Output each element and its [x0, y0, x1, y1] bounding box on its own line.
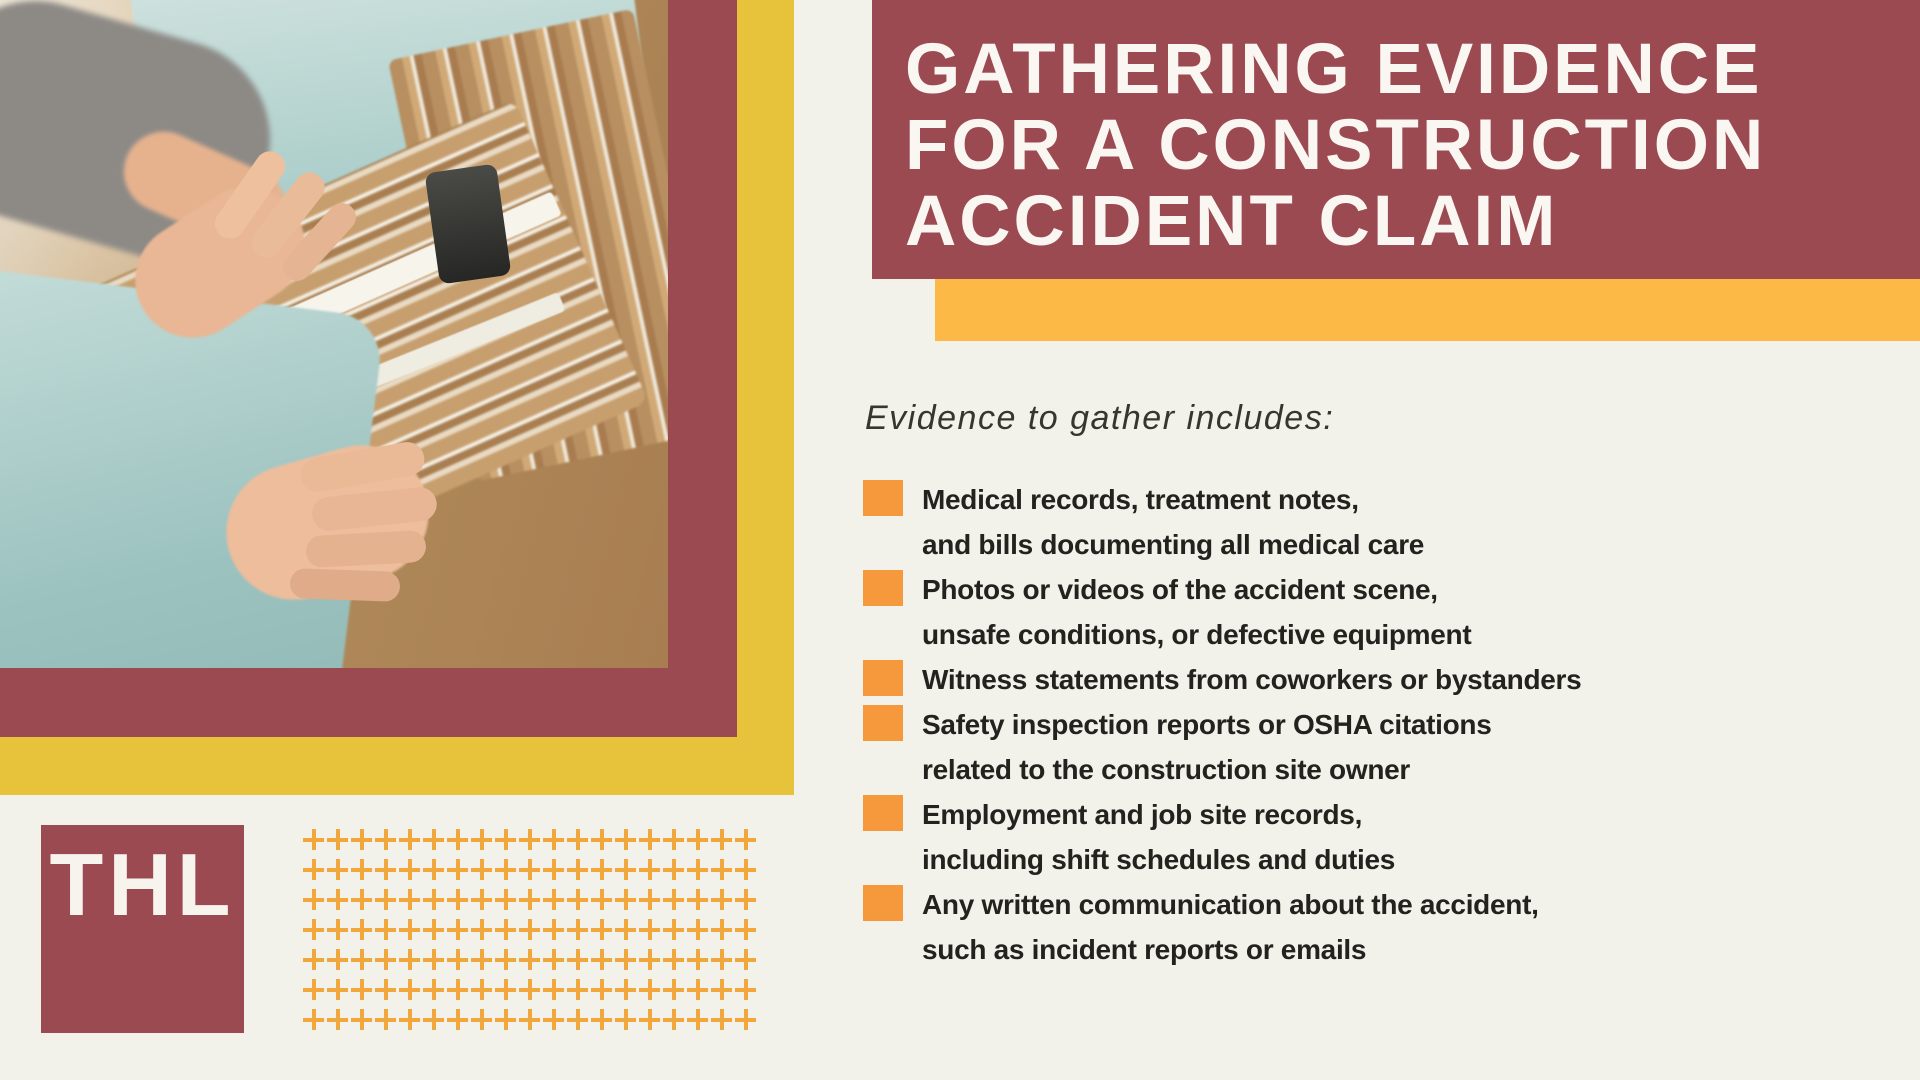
- plus-icon: [398, 855, 422, 885]
- evidence-line: Employment and job site records,: [922, 799, 1363, 830]
- plus-icon: [374, 855, 398, 885]
- evidence-line: Safety inspection reports or OSHA citations: [922, 709, 1492, 740]
- photo-binder-clip: [425, 164, 512, 285]
- plus-icon: [614, 945, 638, 975]
- plus-icon: [446, 825, 470, 855]
- plus-icon: [566, 915, 590, 945]
- photo-lower-hand-finger: [305, 530, 427, 568]
- photo-lower-hand-finger: [290, 568, 401, 602]
- plus-icon: [734, 915, 758, 945]
- plus-icon: [374, 945, 398, 975]
- plus-icon: [470, 885, 494, 915]
- plus-icon: [422, 825, 446, 855]
- plus-icon: [590, 855, 614, 885]
- plus-icon: [614, 975, 638, 1005]
- plus-icon: [662, 885, 686, 915]
- plus-icon: [302, 825, 326, 855]
- plus-icon: [470, 825, 494, 855]
- plus-icon: [710, 975, 734, 1005]
- evidence-item: [863, 882, 1683, 972]
- bullet-square-icon: [863, 660, 903, 696]
- plus-icon: [350, 855, 374, 885]
- plus-icon: [662, 1005, 686, 1035]
- plus-icon: [518, 885, 542, 915]
- plus-icon: [638, 885, 662, 915]
- plus-icon: [542, 885, 566, 915]
- plus-icon: [710, 885, 734, 915]
- bullet-square-icon: [863, 705, 903, 741]
- plus-icon: [446, 915, 470, 945]
- evidence-line: Photos or videos of the accident scene,: [922, 574, 1438, 605]
- plus-icon: [398, 885, 422, 915]
- plus-icon: [374, 1005, 398, 1035]
- plus-icon: [518, 855, 542, 885]
- plus-icon: [350, 945, 374, 975]
- bullet-square-icon: [863, 480, 903, 516]
- plus-icon: [374, 825, 398, 855]
- plus-icon: [470, 855, 494, 885]
- plus-icon: [302, 885, 326, 915]
- plus-icon: [302, 975, 326, 1005]
- plus-icon: [302, 1005, 326, 1035]
- plus-icon: [470, 1005, 494, 1035]
- header-banner: [872, 0, 1920, 279]
- plus-icon: [398, 825, 422, 855]
- plus-icon: [686, 1005, 710, 1035]
- plus-icon: [302, 915, 326, 945]
- plus-icon: [542, 915, 566, 945]
- plus-icon: [422, 885, 446, 915]
- plus-icon: [614, 885, 638, 915]
- thl-logo-text: THL: [49, 835, 236, 934]
- evidence-line: such as incident reports or emails: [922, 934, 1367, 965]
- evidence-list: [863, 477, 1683, 972]
- evidence-line: Medical records, treatment notes,: [922, 484, 1359, 515]
- plus-icon: [326, 825, 350, 855]
- plus-icon: [734, 855, 758, 885]
- plus-icon: [302, 945, 326, 975]
- plus-icon: [734, 1005, 758, 1035]
- plus-icon: [638, 945, 662, 975]
- plus-icon: [446, 855, 470, 885]
- plus-icon: [518, 1005, 542, 1035]
- plus-icon: [566, 975, 590, 1005]
- plus-icon: [326, 1005, 350, 1035]
- evidence-item: [863, 477, 1683, 567]
- bullet-square-icon: [863, 570, 903, 606]
- plus-icon: [638, 825, 662, 855]
- evidence-line: including shift schedules and duties: [922, 844, 1396, 875]
- plus-icon: [398, 945, 422, 975]
- plus-icon: [734, 825, 758, 855]
- plus-icon: [422, 1005, 446, 1035]
- file-folders-photo: [0, 0, 668, 668]
- evidence-item: [863, 792, 1683, 882]
- evidence-item: [863, 702, 1683, 792]
- plus-icon: [446, 1005, 470, 1035]
- plus-icon: [734, 885, 758, 915]
- plus-icon: [518, 915, 542, 945]
- plus-icon: [686, 855, 710, 885]
- plus-icon: [470, 945, 494, 975]
- plus-icon: [350, 885, 374, 915]
- plus-icon: [326, 855, 350, 885]
- plus-icon: [470, 915, 494, 945]
- plus-icon: [590, 885, 614, 915]
- plus-icon: [542, 945, 566, 975]
- page-title: [872, 0, 1920, 260]
- plus-icon: [326, 945, 350, 975]
- plus-icon: [638, 855, 662, 885]
- plus-icon: [494, 975, 518, 1005]
- plus-icon: [422, 975, 446, 1005]
- plus-icon: [590, 975, 614, 1005]
- header-accent-bar: [935, 279, 1920, 341]
- plus-icon: [590, 825, 614, 855]
- plus-icon: [638, 915, 662, 945]
- plus-icon: [422, 855, 446, 885]
- evidence-line: Any written communication about the accident,: [922, 889, 1539, 920]
- evidence-line: unsafe conditions, or defective equipment: [922, 619, 1472, 650]
- plus-icon: [398, 975, 422, 1005]
- plus-icon: [326, 885, 350, 915]
- plus-icon: [662, 855, 686, 885]
- plus-icon: [638, 1005, 662, 1035]
- evidence-line: and bills documenting all medical care: [922, 529, 1425, 560]
- plus-icon: [614, 915, 638, 945]
- plus-icon: [590, 1005, 614, 1035]
- evidence-item: [863, 657, 1683, 702]
- plus-icon: [614, 855, 638, 885]
- plus-icon: [494, 855, 518, 885]
- plus-icon: [398, 1005, 422, 1035]
- plus-icon: [494, 825, 518, 855]
- plus-icon: [710, 945, 734, 975]
- plus-icon: [662, 915, 686, 945]
- plus-icon: [710, 915, 734, 945]
- plus-icon: [374, 885, 398, 915]
- plus-icon: [494, 945, 518, 975]
- plus-icon: [422, 945, 446, 975]
- plus-icon: [374, 975, 398, 1005]
- plus-icon: [710, 1005, 734, 1035]
- plus-icon: [494, 1005, 518, 1035]
- bullet-square-icon: [863, 795, 903, 831]
- plus-icon: [734, 945, 758, 975]
- plus-icon: [686, 825, 710, 855]
- plus-icon: [422, 915, 446, 945]
- plus-icon: [638, 975, 662, 1005]
- evidence-line: Witness statements from coworkers or bystanders: [922, 664, 1582, 695]
- plus-icon: [350, 975, 374, 1005]
- plus-icon: [398, 915, 422, 945]
- plus-icon: [614, 825, 638, 855]
- plus-icon: [686, 915, 710, 945]
- plus-icon: [518, 945, 542, 975]
- plus-icon: [494, 885, 518, 915]
- plus-icon: [662, 825, 686, 855]
- plus-icon: [686, 945, 710, 975]
- plus-icon: [518, 975, 542, 1005]
- thl-logo: [41, 825, 244, 1033]
- plus-icon: [302, 855, 326, 885]
- plus-icon: [542, 1005, 566, 1035]
- page-title-line-2: FOR A CONSTRUCTION: [905, 106, 1767, 185]
- plus-icon: [734, 975, 758, 1005]
- plus-icon: [662, 975, 686, 1005]
- plus-icon: [326, 915, 350, 945]
- plus-icon: [566, 855, 590, 885]
- plus-icon: [590, 945, 614, 975]
- plus-icon: [542, 975, 566, 1005]
- plus-icon: [518, 825, 542, 855]
- evidence-item: [863, 567, 1683, 657]
- plus-icon: [710, 825, 734, 855]
- plus-icon: [590, 915, 614, 945]
- plus-icon: [542, 825, 566, 855]
- plus-icon: [494, 915, 518, 945]
- plus-icon: [350, 915, 374, 945]
- evidence-section-heading: Evidence to gather includes:: [865, 399, 1335, 437]
- plus-icon: [686, 885, 710, 915]
- plus-icon: [350, 1005, 374, 1035]
- page-title-line-1: GATHERING EVIDENCE: [905, 30, 1763, 109]
- plus-icon: [566, 825, 590, 855]
- plus-icon: [566, 885, 590, 915]
- plus-pattern: [302, 825, 758, 1035]
- plus-icon: [662, 945, 686, 975]
- plus-icon: [542, 855, 566, 885]
- plus-icon: [350, 825, 374, 855]
- plus-icon: [686, 975, 710, 1005]
- bullet-square-icon: [863, 885, 903, 921]
- plus-icon: [566, 945, 590, 975]
- plus-icon: [374, 915, 398, 945]
- plus-icon: [566, 1005, 590, 1035]
- plus-icon: [710, 855, 734, 885]
- plus-icon: [446, 945, 470, 975]
- plus-icon: [446, 975, 470, 1005]
- plus-icon: [446, 885, 470, 915]
- plus-icon: [470, 975, 494, 1005]
- page-title-line-3: ACCIDENT CLAIM: [905, 182, 1559, 261]
- plus-icon: [614, 1005, 638, 1035]
- evidence-line: related to the construction site owner: [922, 754, 1411, 785]
- plus-icon: [326, 975, 350, 1005]
